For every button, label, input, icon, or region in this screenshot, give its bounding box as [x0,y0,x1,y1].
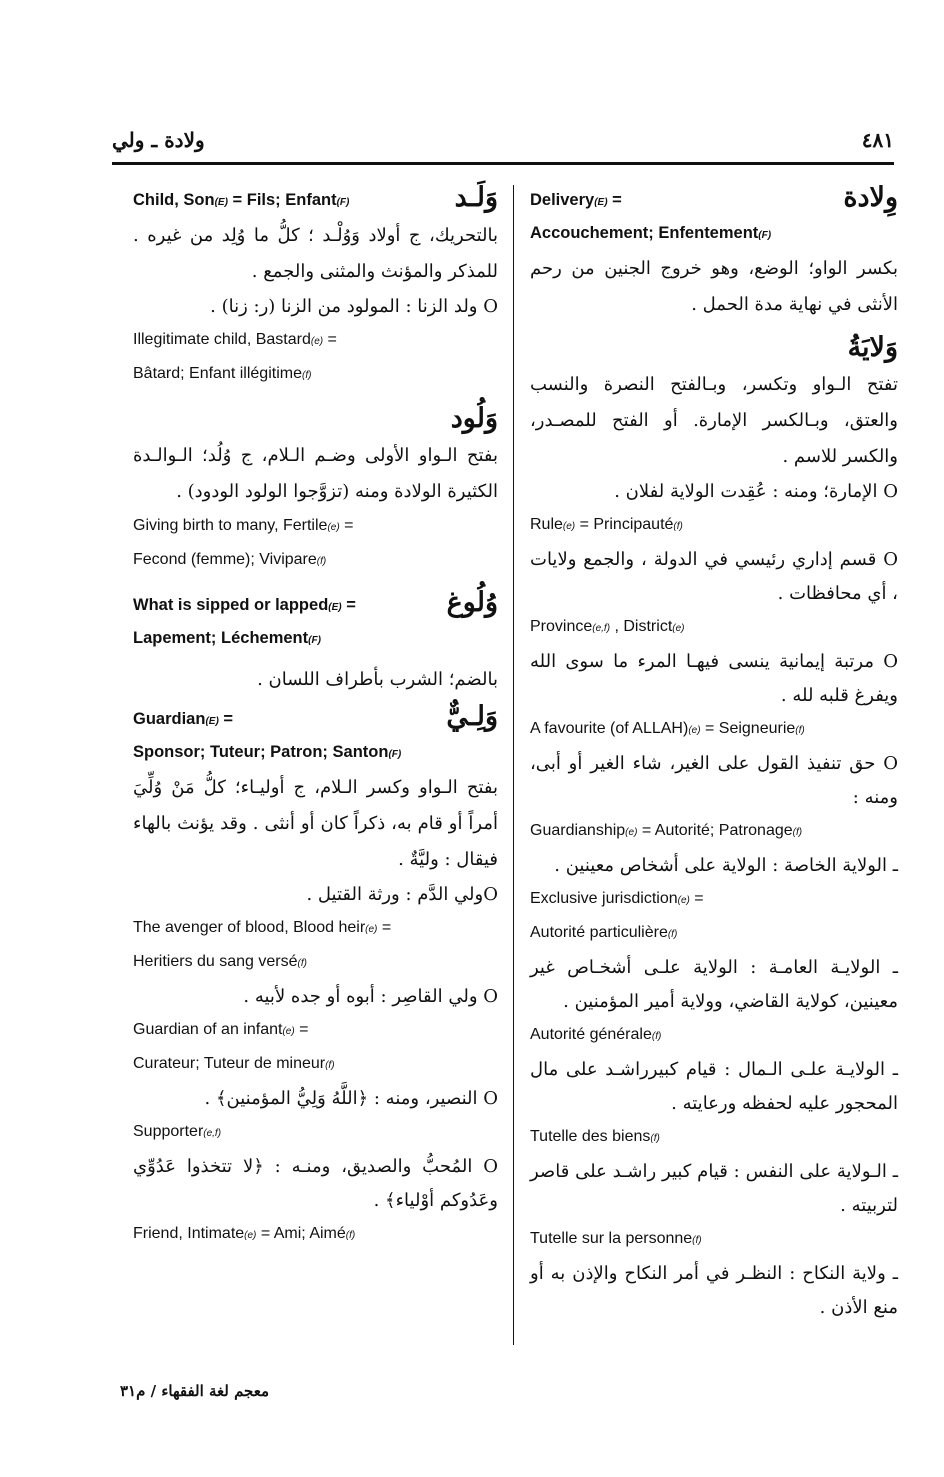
lang-tag: (e) [244,1230,257,1241]
french-term: Seigneurie [718,720,796,737]
english-term: Child, Son [133,191,215,209]
lang-tag: (e) [310,336,324,347]
lang-tag: (f) [673,521,683,532]
lang-tag: (E) [594,197,608,208]
page-footer: معجم لغة الفقهاء / م٣١ [120,1382,270,1400]
lang-tag: (f) [692,1235,702,1246]
translation-line: Province(e,f) , District(e) [530,618,685,635]
lang-tag: (E) [214,197,228,208]
translation-line [133,1048,498,1082]
left-column [133,182,498,1252]
english-term: Province [530,618,593,635]
translation-line: Guardianship(e) = Autorité; Patronage(f) [530,822,803,839]
french-term: Ami; Aimé [273,1225,346,1242]
arabic-definition: تفتح الـواو وتكسر، وبـالفتح النصرة والنسب والعتق، وبـالكسر الإمارة. أو الفتح للمصـدر، والكسر للاسم . [530,374,898,467]
translation-line: Guardian of an infant(e) = [133,1021,309,1038]
sub-sense-line: ـ الولايـة علـى الـمال : قيام كبيرراشـد على مال المحجور عليه لحفظه ورعايته . [530,1059,898,1114]
lang-tag: (f) [297,958,307,969]
french-term: Accouchement; Enfentement [530,224,759,242]
headword: وُلُوغ [446,587,498,618]
translation-line: Guardian(E) = [133,710,234,728]
arabic-definition: بالضم؛ الشرب بأطراف اللسان . [257,669,498,690]
translation-line [133,358,498,392]
entry-wali [133,701,498,770]
french-term: Bâtard; Enfant illégitime [133,365,302,382]
translation-line: A favourite (of ALLAH)(e) = Seigneurie(f) [530,720,805,737]
lang-tag: (e) [625,827,638,838]
lang-tag: (F) [758,230,772,241]
translation-line [530,917,898,951]
sense-line: O الإمارة؛ ومنه : عُقِدت الولاية لفلان . [614,481,898,502]
french-term: Sponsor; Tuteur; Patron; Santon [133,743,389,761]
english-term: Delivery [530,191,595,209]
lang-tag: (f) [650,1133,660,1144]
lang-tag: (f) [795,725,805,736]
lang-tag: (f) [325,1060,335,1071]
english-term: Supporter [133,1123,204,1140]
english-term: The avenger of blood, Blood heir [133,919,366,936]
headword: وَلِـيٌّ [446,701,498,732]
translation-line [133,1116,498,1150]
sub-sense-line: ـ الولاية الخاصة : الولاية على أشخاص معينين . [554,855,898,876]
lang-tag: (f) [316,556,327,567]
french-term: Fils; Enfant [246,191,337,209]
english-term: Rule [530,516,563,533]
translation-line [530,1223,898,1257]
translation-line: Illegitimate child, Bastard(e) = [133,331,337,348]
sub-sense-line: ـ الولايـة العامـة : الولاية علـى أشخـاص غير معينين، كولاية القاضي، وولاية أمير المؤمنين . [530,957,898,1012]
lang-tag: (E) [205,716,219,727]
french-term: Fecond (femme); Vivipare [133,551,317,568]
english-term: Friend, Intimate [133,1225,245,1242]
arabic-definition: بفتح الـواو الأولى وضـم الـلام، ج وُلُد؛ الـوالـدة الكثيرة الولادة ومنه (تزوَّجوا الولود الودود) . [133,445,498,502]
lang-tag: (F) [308,635,321,646]
lang-tag: (e) [282,1026,295,1037]
english-term: Illegitimate child, Bastard [133,331,311,348]
french-term: Tutelle sur la personne [530,1230,693,1247]
sense-line: O حق تنفيذ القول على الغير، شاء الغير أو أبى، ومنه : [530,753,898,808]
page-number: ٤٨١ [861,128,894,152]
entry-wilada [530,182,898,251]
lang-tag: (E) [328,602,342,613]
translation-line [133,946,498,980]
lang-tag: (e) [327,522,340,533]
headword: وَلَـد [454,182,498,213]
translation-line: Friend, Intimate(e) = Ami; Aimé(f) [133,1225,356,1242]
translation-line: Child, Son(E) = Fils; Enfant(F) [133,191,350,209]
sub-sense-line: ـ ولاية النكاح : النظـر في أمر النكاح والإذن به أو منع الأذن . [530,1263,898,1318]
lang-tag: (F) [388,749,402,760]
french-term: Principauté [593,516,674,533]
translation-line: Delivery(E) = [530,191,622,209]
english-term: A favourite (of ALLAH) [530,720,689,737]
lang-tag: (e,f) [592,623,611,634]
lang-tag: (f) [651,1031,662,1042]
entry-walad [133,182,498,218]
french-term: Autorité particulière [530,924,668,941]
lang-tag: (f) [792,827,803,838]
translation-line [133,737,498,770]
sense-line: O قسم إداري رئيسي في الدولة ، والجمع ولايات ، أي محافظات . [530,549,898,604]
lang-tag: (f) [301,370,312,381]
arabic-definition: بفتح الـواو وكسر الـلام، ج أوليـاء؛ كلُّ مَنْ وُلِّيَ أمراً أو قام به، ذكراً كان أو أنثى . وقد يؤنث بالهاء فيقال : وليَّةٌ . [133,777,498,870]
translation-line [133,544,498,578]
french-term: Autorité; Patronage [654,822,793,839]
translation-line [530,1019,898,1053]
lang-tag: (e) [677,895,690,906]
french-term: Lapement; Léchement [133,629,309,647]
header-rule [112,162,894,165]
translation-line: Giving birth to many, Fertile(e) = [133,517,354,534]
running-title: ولادة ـ ولي [112,128,205,152]
right-column [530,182,898,1325]
translation-line: The avenger of blood, Blood heir(e) = [133,919,392,936]
lang-tag: (f) [667,929,678,940]
french-term: Curateur; Tuteur de mineur [133,1055,326,1072]
lang-tag: (e) [562,521,576,532]
sense-line: O المُحبُّ والصديق، ومنـه : ﴿لا تتخذوا عَدُوِّي وعَدُوكم أوْلياء﴾ . [133,1156,498,1211]
sense-line: O مرتبة إيمانية ينسى فيهـا المرء ما سوى الله ويفرغ قلبه لله . [530,651,898,706]
translation-line [530,1121,898,1155]
arabic-definition: بالتحريك، ج أولاد وَوُلْـد ؛ كلُّ ما وُلِد من غيره . للمذكر والمؤنث والمثنى والجمع . [133,225,498,282]
arabic-definition: بكسر الواو؛ الوضع، وهو خروج الجنين من رحم الأنثى في نهاية مدة الحمل . [530,258,898,315]
entry-wulugh [133,587,498,656]
english-term: What is sipped or lapped [133,596,329,614]
lang-tag: (f) [345,1230,356,1241]
english-term: Guardianship [530,822,626,839]
sub-sense-line: ـ الـولاية على النفس : قيام كبير راشـد على قاصر لتربيته . [530,1161,898,1216]
lang-tag: (e) [688,725,701,736]
column-divider [513,185,514,1345]
lang-tag: (F) [336,197,350,208]
headword: وَلُود [450,403,498,434]
sense-line: O ولد الزنا : المولود من الزنا (ر: زنا) . [210,296,498,317]
english-term: Guardian [133,710,206,728]
french-term: Heritiers du sang versé [133,953,298,970]
english-term: District [623,618,673,635]
page-header [112,120,894,160]
translation-line: What is sipped or lapped(E) = [133,596,356,614]
lang-tag: (e) [365,924,378,935]
lang-tag: (e,f) [203,1128,222,1139]
translation-line [530,218,898,251]
sense-line: Oولي الدَّم : ورثة القتيل . [306,884,498,905]
sense-line: O ولي القاصِر : أبوه أو جده لأبيه . [243,986,498,1007]
english-term: Giving birth to many, Fertile [133,517,328,534]
english-term: Guardian of an infant [133,1021,283,1038]
english-term: Exclusive jurisdiction [530,890,678,907]
translation-line: Rule(e) = Principauté(f) [530,516,683,533]
translation-line: Exclusive jurisdiction(e) = [530,890,704,907]
translation-line [133,623,498,656]
french-term: Tutelle des biens [530,1128,651,1145]
headword: وِلادة [843,182,898,213]
headword: وَلايَةُ [847,332,898,363]
french-term: Autorité générale [530,1026,652,1043]
sense-line: O النصير، ومنه : ﴿اللَّهُ وَلِيُّ المؤمنين﴾ . [204,1088,498,1109]
lang-tag: (e) [672,623,685,634]
